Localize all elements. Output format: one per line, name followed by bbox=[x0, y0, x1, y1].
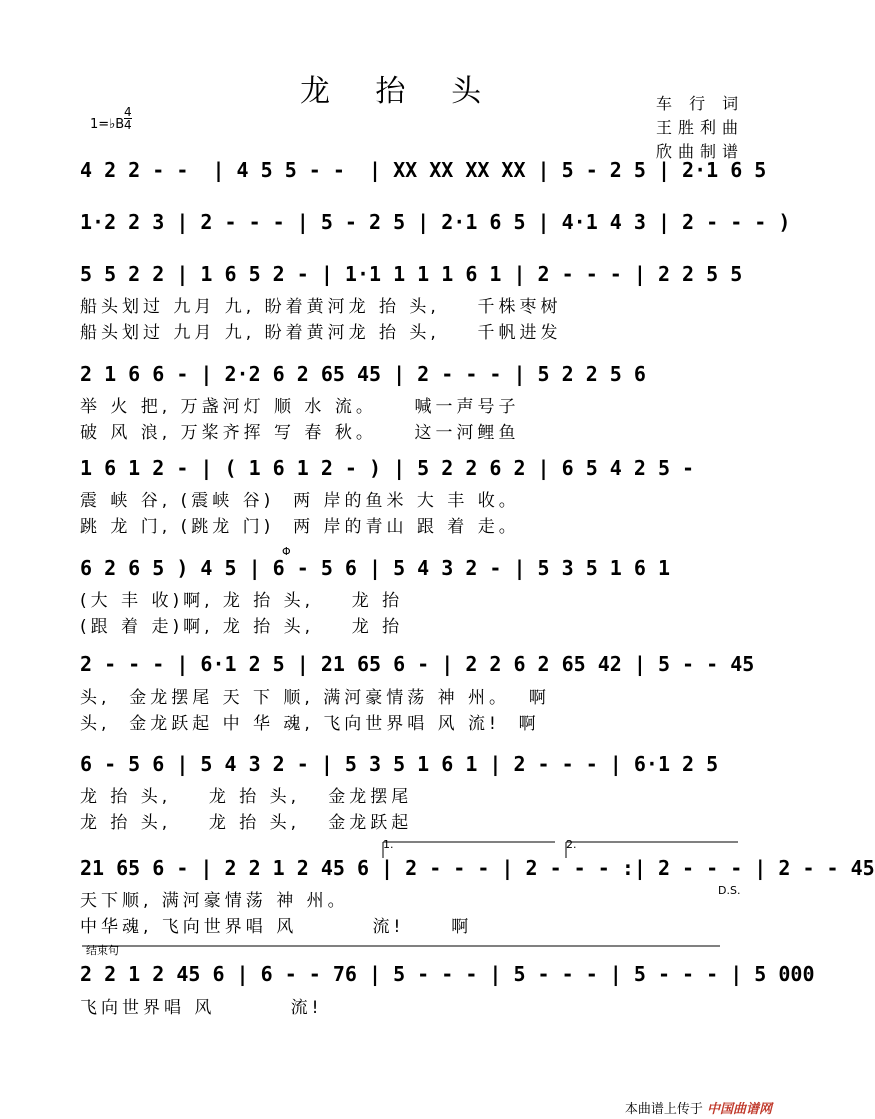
coda-mark: Φ bbox=[282, 545, 291, 558]
notation-row: 2 2 1 2 45 6 | 6 - - 76 | 5 - - - | 5 - - - | 5 - - - | 5 000 bbox=[80, 962, 815, 986]
key-signature: 1=♭B bbox=[90, 117, 125, 132]
volta-1-label: 1. bbox=[383, 838, 394, 851]
lyrics-verse-2: 龙 抬 头, 龙 抬 头, 金龙跃起 bbox=[80, 813, 413, 833]
lyrics-verse-2: 船头划过 九月 九, 盼着黄河龙 抬 头, 千帆进发 bbox=[80, 323, 562, 343]
lyrics-verse-1: 龙 抬 头, 龙 抬 头, 金龙摆尾 bbox=[80, 787, 413, 807]
notation-row: 2 1 6 6 - | 2·2 6 2 65 45 | 2 - - - | 5 2 2 5 6 bbox=[80, 362, 646, 386]
lyrics-verse-1: 震 峡 谷, (震峡 谷) 两 岸的鱼米 大 丰 收。 bbox=[80, 491, 520, 511]
notation-row: 1·2 2 3 | 2 - - - | 5 - 2 5 | 2·1 6 5 | 4·1 4 3 | 2 - - - ) bbox=[80, 210, 791, 234]
song-title: 龙 抬 头 bbox=[300, 74, 500, 109]
composer-credit: 王胜利曲 bbox=[656, 118, 745, 137]
notation-row: 21 65 6 - | 2 2 1 2 45 6 | 2 - - - | 2 - - - :| 2 - - - | 2 - - 45 bbox=[80, 856, 875, 880]
footer-prefix: 本曲谱上传于 bbox=[624, 1102, 703, 1117]
lyrics-verse-1: 飞向世界唱 风 流! bbox=[80, 998, 323, 1018]
lyrics-verse-2: (跟 着 走)啊, 龙 抬 头, 龙 抬 bbox=[80, 617, 404, 637]
lyrics-verse-2: 破 风 浪, 万桨齐挥 写 春 秋。 这一河鲤鱼 bbox=[80, 423, 520, 443]
lyrics-verse-1: 头, 金龙摆尾 天 下 顺, 满河豪情荡 神 州。 啊 bbox=[80, 688, 550, 708]
lyrics-verse-1: 天下顺, 满河豪情荡 神 州。 bbox=[80, 891, 349, 911]
lyrics-verse-2: 跳 龙 门, (跳龙 门) 两 岸的青山 跟 着 走。 bbox=[80, 517, 520, 537]
lyricist-credit: 车 行 词 bbox=[656, 94, 745, 113]
volta-2-label: 2. bbox=[566, 838, 577, 851]
notation-row: 4 2 2 - - | 4 5 5 - - | XX XX XX XX | 5 - 2 5 | 2·1 6 5 bbox=[80, 158, 767, 182]
ending-label: 结束句 bbox=[86, 944, 119, 957]
notation-row: 1 6 1 2 - | ( 1 6 1 2 - ) | 5 2 2 6 2 | 6 5 4 2 5 - bbox=[80, 456, 695, 480]
notation-row: 6 2 6 5 ) 4 5 | 6 - 5 6 | 5 4 3 2 - | 5 3 5 1 6 1 bbox=[80, 556, 671, 580]
engraver-credit: 欣曲制谱 bbox=[656, 142, 745, 161]
notation-row: 2 - - - | 6·1 2 5 | 21 65 6 - | 2 2 6 2 65 42 | 5 - - 45 bbox=[80, 652, 755, 676]
lyrics-verse-2: 头, 金龙跃起 中 华 魂, 飞向世界唱 风 流! 啊 bbox=[80, 714, 540, 734]
lyrics-verse-2: 中华魂, 飞向世界唱 风 流! 啊 bbox=[80, 917, 473, 937]
notation-row: 6 - 5 6 | 5 4 3 2 - | 5 3 5 1 6 1 | 2 - - - | 6·1 2 5 bbox=[80, 752, 719, 776]
lyrics-verse-1: 举 火 把, 万盏河灯 顺 水 流。 喊一声号子 bbox=[80, 397, 520, 417]
ds-mark: D.S. bbox=[718, 884, 741, 897]
lyrics-verse-1: 船头划过 九月 九, 盼着黄河龙 抬 头, 千株枣树 bbox=[80, 297, 562, 317]
lyrics-verse-1: (大 丰 收)啊, 龙 抬 头, 龙 抬 bbox=[80, 591, 404, 611]
site-logo: 中国曲谱网 bbox=[706, 1102, 772, 1117]
time-signature: 4 4 bbox=[124, 105, 132, 132]
notation-row: 5 5 2 2 | 1 6 5 2 - | 1·1 1 1 1 6 1 | 2 - - - | 2 2 5 5 bbox=[80, 262, 743, 286]
